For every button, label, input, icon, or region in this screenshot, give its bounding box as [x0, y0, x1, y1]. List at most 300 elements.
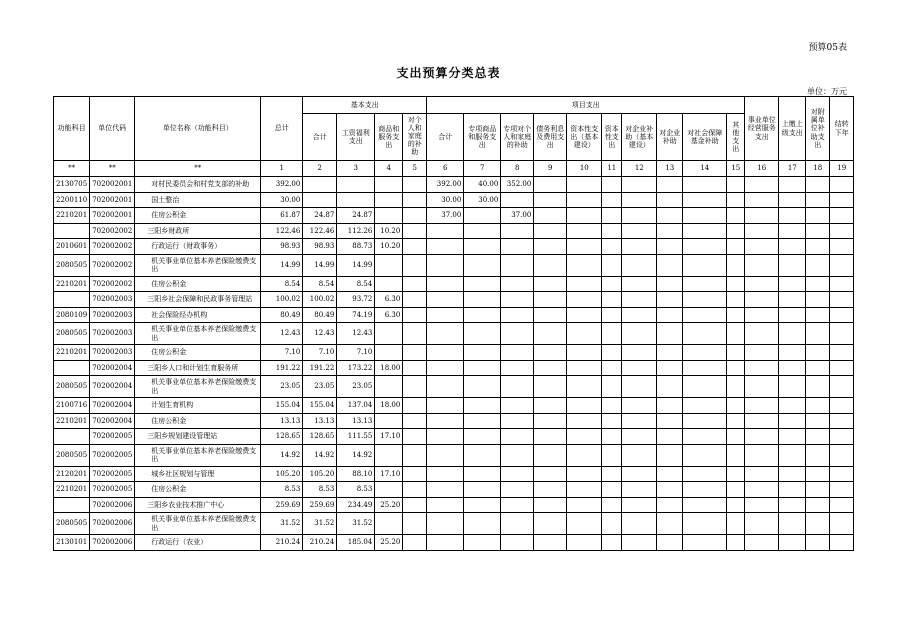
empty-cell — [830, 497, 854, 513]
project-sum-cell — [427, 535, 464, 551]
basic-wage-cell: 112.26 — [337, 223, 375, 239]
unit-name-cell: 行政运行（农业） — [135, 535, 261, 551]
empty-cell — [567, 376, 602, 398]
basic-wage-cell: 31.52 — [337, 513, 375, 535]
project-personal-cell — [501, 398, 534, 414]
basic-personal-cell — [403, 444, 427, 466]
basic-personal-cell — [403, 208, 427, 224]
index-cell: 12 — [622, 161, 657, 177]
total-cell: 98.93 — [261, 239, 303, 255]
unit-name-cell: 机关事业单位基本养老保险缴费支出 — [135, 254, 261, 276]
empty-cell — [683, 239, 727, 255]
empty-cell — [567, 466, 602, 482]
empty-cell — [602, 192, 622, 208]
basic-goods-cell: 6.30 — [375, 307, 403, 323]
project-personal-cell — [501, 413, 534, 429]
header-basic-goods: 商品和服务支出 — [375, 114, 403, 161]
table-row — [54, 192, 854, 208]
empty-cell — [806, 254, 830, 276]
empty-cell — [745, 307, 779, 323]
project-personal-cell — [501, 513, 534, 535]
table-row — [54, 376, 854, 398]
index-cell: 2 — [303, 161, 337, 177]
empty-cell — [683, 413, 727, 429]
empty-cell — [830, 444, 854, 466]
basic-sum-cell — [303, 192, 337, 208]
empty-cell — [567, 208, 602, 224]
empty-cell — [657, 429, 683, 445]
unit-code-cell: 702002002 — [90, 254, 135, 276]
empty-cell — [622, 307, 657, 323]
header-project-other: 其他支出 — [727, 114, 745, 161]
table-row — [54, 360, 854, 376]
basic-wage-cell: 24.87 — [337, 208, 375, 224]
empty-cell — [745, 192, 779, 208]
basic-wage-cell: 93.72 — [337, 292, 375, 308]
empty-cell — [622, 192, 657, 208]
unit-name-cell: 国土整治 — [135, 192, 261, 208]
unit-name-cell: 行政运行（财政事务） — [135, 239, 261, 255]
project-personal-cell — [501, 292, 534, 308]
func-code-cell: 2080505 — [54, 254, 90, 276]
basic-sum-cell: 12.43 — [303, 323, 337, 345]
empty-cell — [602, 254, 622, 276]
header-basic-sum: 合计 — [303, 114, 337, 161]
table-row — [54, 497, 854, 513]
index-cell: 13 — [657, 161, 683, 177]
project-goods-cell — [464, 535, 501, 551]
unit-code-cell: 702002006 — [90, 513, 135, 535]
empty-cell — [806, 429, 830, 445]
empty-cell — [779, 223, 806, 239]
project-goods-cell — [464, 292, 501, 308]
unit-name-cell: 三阳乡社会保障和民政事务管理站 — [135, 292, 261, 308]
empty-cell — [683, 292, 727, 308]
unit-name-cell: 住房公积金 — [135, 208, 261, 224]
unit-code-cell: 702002004 — [90, 413, 135, 429]
empty-cell — [602, 292, 622, 308]
empty-cell — [567, 292, 602, 308]
basic-personal-cell — [403, 223, 427, 239]
header-project-ent-subsidy: 对企业补助（基本建设） — [622, 114, 657, 161]
empty-cell — [602, 376, 622, 398]
empty-cell — [567, 307, 602, 323]
empty-cell — [779, 466, 806, 482]
empty-cell — [745, 223, 779, 239]
empty-cell — [745, 398, 779, 414]
basic-goods-cell: 10.20 — [375, 239, 403, 255]
project-goods-cell — [464, 307, 501, 323]
empty-cell — [779, 276, 806, 292]
empty-cell — [657, 276, 683, 292]
table-row — [54, 482, 854, 498]
basic-goods-cell — [375, 323, 403, 345]
header-row-1 — [54, 97, 854, 114]
project-sum-cell — [427, 239, 464, 255]
empty-cell — [683, 307, 727, 323]
empty-cell — [779, 360, 806, 376]
empty-cell — [622, 223, 657, 239]
empty-cell — [779, 307, 806, 323]
project-personal-cell — [501, 323, 534, 345]
basic-sum-cell: 259.69 — [303, 497, 337, 513]
project-goods-cell — [464, 497, 501, 513]
empty-cell — [534, 513, 567, 535]
empty-cell — [727, 535, 745, 551]
empty-cell — [567, 323, 602, 345]
empty-cell — [602, 223, 622, 239]
empty-cell — [779, 254, 806, 276]
empty-cell — [657, 177, 683, 193]
project-goods-cell: 40.00 — [464, 177, 501, 193]
empty-cell — [830, 292, 854, 308]
empty-cell — [745, 466, 779, 482]
empty-cell — [683, 276, 727, 292]
empty-cell — [806, 444, 830, 466]
empty-cell — [622, 398, 657, 414]
basic-sum-cell: 80.49 — [303, 307, 337, 323]
budget-table — [53, 96, 854, 551]
header-carry: 结转下年 — [830, 97, 854, 161]
empty-cell — [622, 276, 657, 292]
basic-sum-cell: 13.13 — [303, 413, 337, 429]
project-sum-cell — [427, 482, 464, 498]
empty-cell — [602, 513, 622, 535]
project-sum-cell: 30.00 — [427, 192, 464, 208]
project-goods-cell — [464, 323, 501, 345]
empty-cell — [602, 360, 622, 376]
empty-cell — [567, 177, 602, 193]
empty-cell — [657, 239, 683, 255]
basic-sum-cell — [303, 177, 337, 193]
total-cell: 31.52 — [261, 513, 303, 535]
unit-name-cell: 机关事业单位基本养老保险缴费支出 — [135, 513, 261, 535]
total-cell: 128.65 — [261, 429, 303, 445]
project-personal-cell — [501, 497, 534, 513]
total-cell: 155.04 — [261, 398, 303, 414]
basic-sum-cell: 122.46 — [303, 223, 337, 239]
empty-cell — [622, 482, 657, 498]
basic-sum-cell: 191.22 — [303, 360, 337, 376]
project-sum-cell — [427, 466, 464, 482]
unit-name-cell: 三阳乡农业技术推广中心 — [135, 497, 261, 513]
empty-cell — [727, 444, 745, 466]
empty-cell — [806, 497, 830, 513]
empty-cell — [657, 223, 683, 239]
total-cell: 14.99 — [261, 254, 303, 276]
unit-code-cell: 702002003 — [90, 345, 135, 361]
empty-cell — [622, 429, 657, 445]
project-goods-cell — [464, 429, 501, 445]
basic-wage-cell: 234.49 — [337, 497, 375, 513]
empty-cell — [727, 466, 745, 482]
empty-cell — [567, 192, 602, 208]
basic-sum-cell: 128.65 — [303, 429, 337, 445]
empty-cell — [683, 513, 727, 535]
empty-cell — [830, 466, 854, 482]
basic-wage-cell: 12.43 — [337, 323, 375, 345]
empty-cell — [534, 398, 567, 414]
unit-name-cell: 机关事业单位基本养老保险缴费支出 — [135, 376, 261, 398]
project-sum-cell — [427, 513, 464, 535]
empty-cell — [567, 345, 602, 361]
table-row — [54, 292, 854, 308]
project-personal-cell: 37.00 — [501, 208, 534, 224]
empty-cell — [779, 376, 806, 398]
project-sum-cell: 392.00 — [427, 177, 464, 193]
empty-cell — [830, 429, 854, 445]
table-row — [54, 208, 854, 224]
empty-cell — [779, 444, 806, 466]
func-code-cell: 2130705 — [54, 177, 90, 193]
table-row — [54, 239, 854, 255]
table-row — [54, 535, 854, 551]
basic-sum-cell: 8.53 — [303, 482, 337, 498]
basic-wage-cell: 88.73 — [337, 239, 375, 255]
header-project-sum: 合计 — [427, 114, 464, 161]
basic-sum-cell: 100.02 — [303, 292, 337, 308]
empty-cell — [602, 239, 622, 255]
basic-sum-cell: 210.24 — [303, 535, 337, 551]
basic-sum-cell: 7.10 — [303, 345, 337, 361]
empty-cell — [727, 292, 745, 308]
basic-goods-cell — [375, 208, 403, 224]
empty-cell — [622, 444, 657, 466]
empty-cell — [657, 254, 683, 276]
empty-cell — [779, 497, 806, 513]
empty-cell — [534, 376, 567, 398]
empty-cell — [567, 360, 602, 376]
empty-cell — [727, 323, 745, 345]
basic-sum-cell: 155.04 — [303, 398, 337, 414]
basic-wage-cell: 14.92 — [337, 444, 375, 466]
project-personal-cell — [501, 376, 534, 398]
empty-cell — [622, 239, 657, 255]
empty-cell — [830, 276, 854, 292]
table-row — [54, 398, 854, 414]
empty-cell — [567, 513, 602, 535]
total-cell: 30.00 — [261, 192, 303, 208]
empty-cell — [602, 398, 622, 414]
project-personal-cell — [501, 535, 534, 551]
project-sum-cell — [427, 360, 464, 376]
empty-cell — [534, 292, 567, 308]
basic-wage-cell: 8.54 — [337, 276, 375, 292]
index-cell: 16 — [745, 161, 779, 177]
unit-code-cell: 702002005 — [90, 466, 135, 482]
index-cell: ** — [135, 161, 261, 177]
project-personal-cell — [501, 254, 534, 276]
project-personal-cell — [501, 345, 534, 361]
empty-cell — [830, 535, 854, 551]
basic-personal-cell — [403, 192, 427, 208]
header-project-ent: 对企业补助 — [657, 114, 683, 161]
empty-cell — [830, 376, 854, 398]
empty-cell — [745, 376, 779, 398]
table-row — [54, 444, 854, 466]
empty-cell — [567, 276, 602, 292]
project-sum-cell — [427, 223, 464, 239]
project-sum-cell — [427, 497, 464, 513]
basic-goods-cell — [375, 276, 403, 292]
index-cell: 5 — [403, 161, 427, 177]
empty-cell — [622, 466, 657, 482]
basic-goods-cell — [375, 513, 403, 535]
basic-personal-cell — [403, 323, 427, 345]
basic-wage-cell: 111.55 — [337, 429, 375, 445]
empty-cell — [779, 429, 806, 445]
empty-cell — [657, 292, 683, 308]
empty-cell — [779, 323, 806, 345]
basic-wage-cell — [337, 177, 375, 193]
basic-sum-cell: 23.05 — [303, 376, 337, 398]
index-cell: 4 — [375, 161, 403, 177]
empty-cell — [727, 398, 745, 414]
header-project-capital2: 资本性支出 — [602, 114, 622, 161]
empty-cell — [830, 360, 854, 376]
header-project-social: 对社会保障基金补助 — [683, 114, 727, 161]
empty-cell — [727, 429, 745, 445]
basic-wage-cell: 23.05 — [337, 376, 375, 398]
project-goods-cell — [464, 398, 501, 414]
project-goods-cell — [464, 466, 501, 482]
empty-cell — [683, 254, 727, 276]
empty-cell — [534, 192, 567, 208]
empty-cell — [534, 413, 567, 429]
project-personal-cell — [501, 276, 534, 292]
project-goods-cell — [464, 376, 501, 398]
unit-code-cell: 702002004 — [90, 360, 135, 376]
table-row — [54, 276, 854, 292]
basic-personal-cell — [403, 376, 427, 398]
basic-goods-cell — [375, 192, 403, 208]
basic-goods-cell: 6.30 — [375, 292, 403, 308]
header-project-goods: 专项商品和服务支出 — [464, 114, 501, 161]
empty-cell — [727, 177, 745, 193]
unit-name-cell: 住房公积金 — [135, 276, 261, 292]
header-basic-wage: 工资福利支出 — [337, 114, 375, 161]
func-code-cell: 2080505 — [54, 444, 90, 466]
header-project-personal: 专项对个人和家庭的补助 — [501, 114, 534, 161]
index-cell: 8 — [501, 161, 534, 177]
func-code-cell: 2080505 — [54, 513, 90, 535]
empty-cell — [534, 276, 567, 292]
empty-cell — [830, 513, 854, 535]
empty-cell — [567, 413, 602, 429]
empty-cell — [683, 429, 727, 445]
empty-cell — [779, 482, 806, 498]
project-sum-cell — [427, 323, 464, 345]
empty-cell — [602, 413, 622, 429]
basic-goods-cell — [375, 482, 403, 498]
func-code-cell: 2080109 — [54, 307, 90, 323]
unit-name-cell: 三阳乡规划建设管理站 — [135, 429, 261, 445]
empty-cell — [727, 239, 745, 255]
empty-cell — [683, 323, 727, 345]
unit-name-cell: 住房公积金 — [135, 482, 261, 498]
empty-cell — [534, 223, 567, 239]
empty-cell — [779, 398, 806, 414]
basic-personal-cell — [403, 482, 427, 498]
table-row — [54, 307, 854, 323]
table-row — [54, 513, 854, 535]
empty-cell — [830, 223, 854, 239]
empty-cell — [745, 429, 779, 445]
basic-personal-cell — [403, 360, 427, 376]
project-personal-cell — [501, 360, 534, 376]
empty-cell — [727, 413, 745, 429]
empty-cell — [657, 398, 683, 414]
basic-personal-cell — [403, 466, 427, 482]
total-cell: 100.02 — [261, 292, 303, 308]
table-row — [54, 429, 854, 445]
func-code-cell: 2210201 — [54, 345, 90, 361]
empty-cell — [622, 323, 657, 345]
empty-cell — [567, 482, 602, 498]
basic-wage-cell: 137.04 — [337, 398, 375, 414]
total-cell: 8.54 — [261, 276, 303, 292]
project-sum-cell: 37.00 — [427, 208, 464, 224]
empty-cell — [602, 466, 622, 482]
basic-personal-cell — [403, 535, 427, 551]
empty-cell — [534, 444, 567, 466]
basic-wage-cell: 13.13 — [337, 413, 375, 429]
func-code-cell: 2080505 — [54, 376, 90, 398]
empty-cell — [806, 307, 830, 323]
empty-cell — [806, 376, 830, 398]
index-cell: 9 — [534, 161, 567, 177]
unit-name-cell: 住房公积金 — [135, 345, 261, 361]
empty-cell — [534, 345, 567, 361]
unit-code-cell: 702002004 — [90, 398, 135, 414]
empty-cell — [602, 482, 622, 498]
func-code-cell: 2210201 — [54, 482, 90, 498]
project-sum-cell — [427, 292, 464, 308]
table-row — [54, 177, 854, 193]
project-goods-cell — [464, 482, 501, 498]
unit-name-cell: 三阳乡人口和计划生育服务所 — [135, 360, 261, 376]
empty-cell — [806, 413, 830, 429]
table-row — [54, 466, 854, 482]
empty-cell — [745, 482, 779, 498]
empty-cell — [727, 376, 745, 398]
empty-cell — [602, 276, 622, 292]
basic-personal-cell — [403, 307, 427, 323]
basic-wage-cell: 74.19 — [337, 307, 375, 323]
basic-goods-cell — [375, 177, 403, 193]
empty-cell — [745, 254, 779, 276]
index-cell: 10 — [567, 161, 602, 177]
empty-cell — [727, 482, 745, 498]
total-cell: 210.24 — [261, 535, 303, 551]
unit-name-cell: 机关事业单位基本养老保险缴费支出 — [135, 323, 261, 345]
unit-code-cell: 702002006 — [90, 497, 135, 513]
func-code-cell: 2100716 — [54, 398, 90, 414]
basic-goods-cell: 17.10 — [375, 429, 403, 445]
empty-cell — [727, 497, 745, 513]
empty-cell — [657, 360, 683, 376]
empty-cell — [830, 192, 854, 208]
empty-cell — [779, 239, 806, 255]
basic-goods-cell: 18.00 — [375, 398, 403, 414]
empty-cell — [727, 276, 745, 292]
basic-personal-cell — [403, 177, 427, 193]
basic-wage-cell: 7.10 — [337, 345, 375, 361]
unit-name-cell: 住房公积金 — [135, 413, 261, 429]
index-cell: 14 — [683, 161, 727, 177]
empty-cell — [534, 497, 567, 513]
project-personal-cell — [501, 444, 534, 466]
